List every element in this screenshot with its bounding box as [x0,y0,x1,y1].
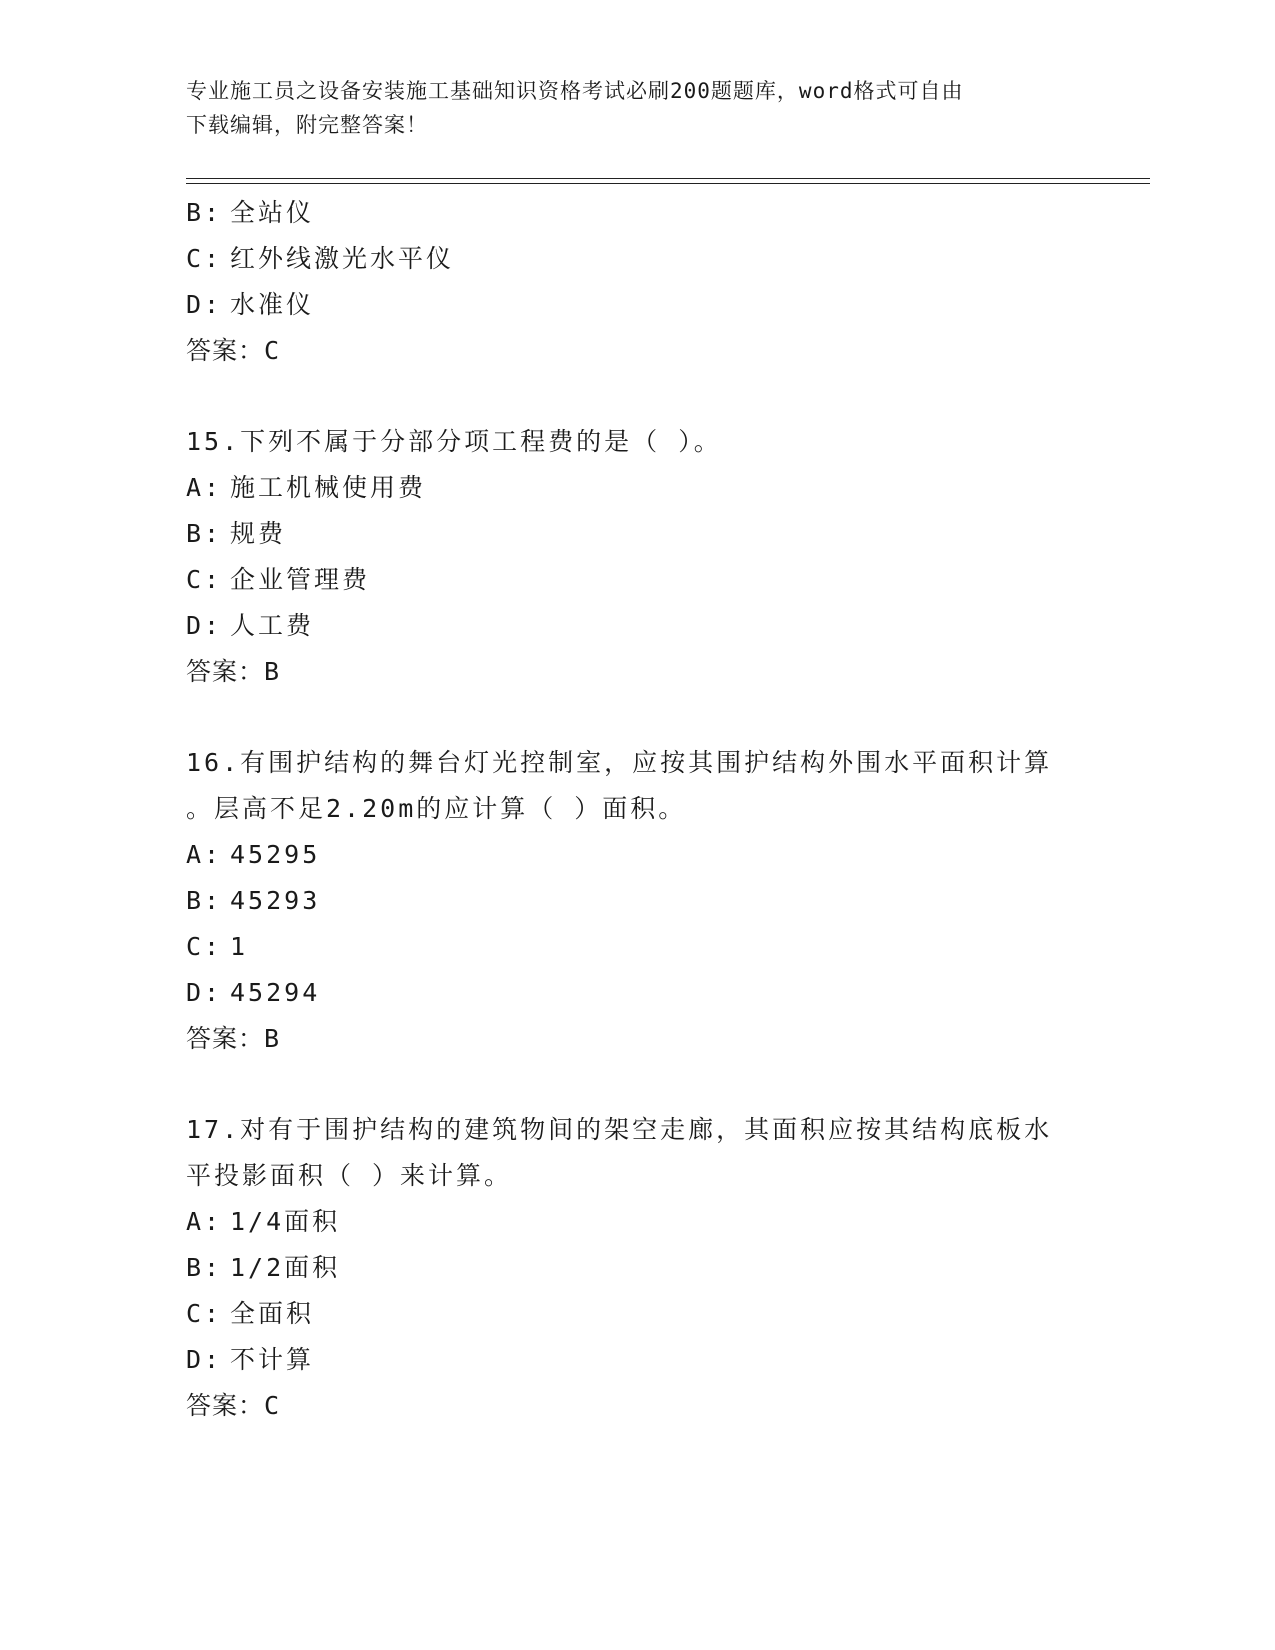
option-text: 企业管理费 [230,565,371,594]
answer-line: 答案：B [186,1024,281,1053]
header-title-line-2: 下载编辑，附完整答案！ [186,113,428,137]
option-text: 45294 [230,978,321,1007]
option-b [186,190,1086,236]
option-text: 水准仪 [230,290,315,319]
option-key: C: [186,565,223,594]
answer-line: 答案：C [186,336,281,365]
option-text: 全站仪 [230,198,315,227]
option-d [186,603,1086,649]
option-d [186,282,1086,328]
option-key: A: [186,840,223,869]
prev-question [186,190,1086,374]
spacer [186,695,1086,740]
option-text: 1/4面积 [230,1207,341,1236]
option-c [186,557,1086,603]
answer-line: 答案：B [186,657,281,686]
spacer [186,1062,1086,1107]
option-key: D: [186,290,223,319]
option-key: A: [186,473,223,502]
question-text-line-2: 平投影面积（ ）来计算。 [186,1161,513,1190]
option-text: 1 [230,932,249,961]
option-text: 45293 [230,886,321,915]
question-text-line-1: 16.有围护结构的舞台灯光控制室，应按其围护结构外围水平面积计算 [186,748,1053,777]
option-key: B: [186,1253,223,1282]
option-b [186,878,1086,924]
answer-line: 答案：C [186,1391,281,1420]
option-key: D: [186,978,223,1007]
option-d [186,970,1086,1016]
option-key: B: [186,519,223,548]
option-key: C: [186,932,223,961]
header-divider-bottom [186,183,1150,184]
option-key: C: [186,244,223,273]
option-c [186,236,1086,282]
option-b [186,1245,1086,1291]
option-key: A: [186,1207,223,1236]
option-key: D: [186,1345,223,1374]
option-text: 规费 [230,519,287,548]
option-key: B: [186,198,223,227]
option-key: C: [186,1299,223,1328]
question-text: 15.下列不属于分部分项工程费的是（ ）。 [186,427,722,456]
document-header [186,74,1086,142]
option-text: 1/2面积 [230,1253,341,1282]
header-divider-top [186,178,1150,179]
option-key: B: [186,886,223,915]
spacer [186,374,1086,419]
option-b [186,511,1086,557]
option-a [186,465,1086,511]
option-a [186,1199,1086,1245]
header-title-line-1: 专业施工员之设备安装施工基础知识资格考试必刷200题题库，word格式可自由 [186,79,964,103]
question-text-line-1: 17.对有于围护结构的建筑物间的架空走廊，其面积应按其结构底板水 [186,1115,1053,1144]
option-key: D: [186,611,223,640]
option-text: 施工机械使用费 [230,473,427,502]
option-text: 全面积 [230,1299,315,1328]
option-text: 红外线激光水平仪 [230,244,455,273]
option-c [186,924,1086,970]
question-15 [186,419,1086,695]
question-content [186,190,1086,1429]
option-c [186,1291,1086,1337]
option-text: 45295 [230,840,321,869]
option-d [186,1337,1086,1383]
option-a [186,832,1086,878]
question-17 [186,1107,1086,1429]
question-text-line-2: 。层高不足2.20m的应计算（ ）面积。 [186,794,687,823]
option-text: 不计算 [230,1345,315,1374]
option-text: 人工费 [230,611,315,640]
question-16 [186,740,1086,1062]
